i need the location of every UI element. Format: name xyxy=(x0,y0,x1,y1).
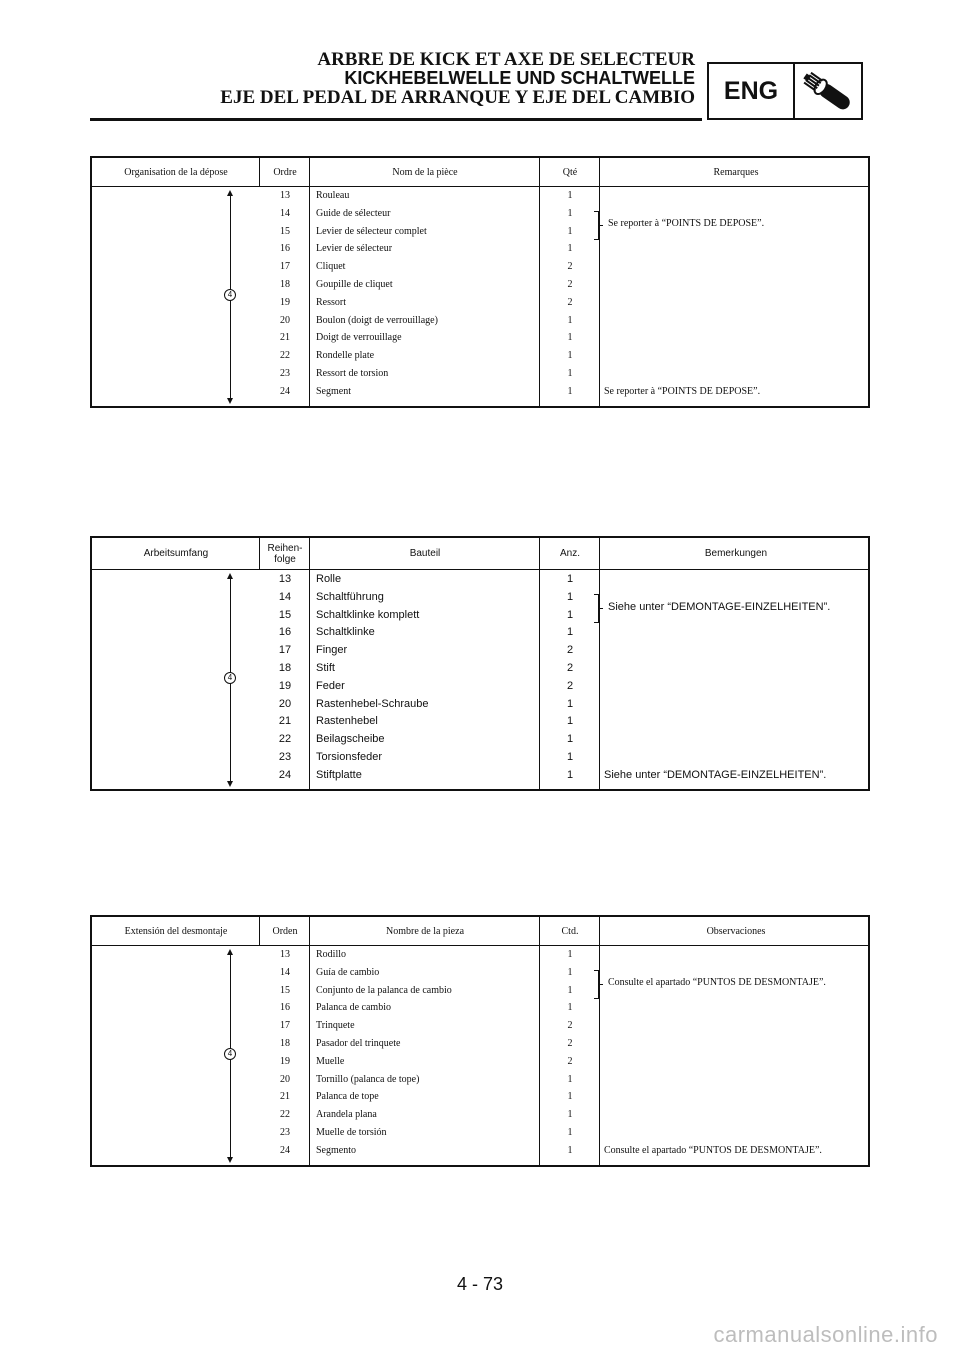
part-name: Schaltführung xyxy=(316,590,384,603)
remark-text: Siehe unter “DEMONTAGE-EINZELHEITEN”. xyxy=(604,768,827,781)
table-row xyxy=(92,260,868,278)
order-number: 15 xyxy=(278,608,292,621)
quantity: 2 xyxy=(567,1055,573,1067)
quantity: 2 xyxy=(567,1038,573,1049)
order-number: 18 xyxy=(278,662,292,674)
header-cell: Arbeitsumfang xyxy=(143,548,209,559)
part-name: Segmento xyxy=(316,1144,356,1156)
table-row xyxy=(92,1090,868,1108)
order-number: 20 xyxy=(280,1073,290,1085)
remark-bracket xyxy=(594,211,599,241)
table-row xyxy=(92,714,868,732)
quantity: 1 xyxy=(567,314,573,326)
table-row xyxy=(92,1073,868,1091)
quantity: 1 xyxy=(567,1109,573,1121)
quantity: 1 xyxy=(567,225,573,237)
quantity: 1 xyxy=(566,608,574,621)
remark-bracket xyxy=(594,970,599,1000)
table-row xyxy=(92,349,868,367)
quantity: 2 xyxy=(566,679,574,692)
table-row xyxy=(92,948,868,966)
table-row xyxy=(92,278,868,296)
quantity: 1 xyxy=(566,573,574,585)
table-row xyxy=(92,1001,868,1019)
part-name: Cliquet xyxy=(316,261,346,273)
header-cell: Qté xyxy=(562,166,578,178)
header-rule xyxy=(90,118,702,121)
header-cell: Ctd. xyxy=(561,925,579,937)
order-number: 23 xyxy=(280,1127,290,1138)
arrow-up-icon xyxy=(227,190,233,196)
column-divider xyxy=(259,158,260,186)
quantity: 1 xyxy=(566,590,574,603)
table-row xyxy=(92,750,868,768)
order-number: 18 xyxy=(280,279,290,290)
remark-text: Consulte el apartado “PUNTOS DE DESMONTAJE”. xyxy=(604,1144,822,1156)
quantity: 1 xyxy=(566,697,574,710)
group-marker: 4 xyxy=(224,672,236,684)
part-name: Rouleau xyxy=(316,190,350,201)
header-cell: Organisation de la dépose xyxy=(124,166,228,178)
quantity: 2 xyxy=(566,644,574,657)
table-row xyxy=(92,242,868,260)
part-name: Schaltklinke xyxy=(316,626,375,639)
order-number: 17 xyxy=(280,1020,290,1032)
part-name: Ressort de torsion xyxy=(316,368,389,379)
remark-text: Siehe unter “DEMONTAGE-EINZELHEITEN”. xyxy=(608,600,831,613)
watermark: carmanualsonline.info xyxy=(713,1322,938,1347)
quantity: 1 xyxy=(567,243,573,255)
table-row xyxy=(92,367,868,385)
part-name: Schaltklinke komplett xyxy=(316,608,420,621)
quantity: 1 xyxy=(567,207,573,219)
eng-badge xyxy=(707,62,863,120)
part-name: Rondelle plate xyxy=(316,350,375,362)
part-name: Feder xyxy=(316,679,345,692)
order-number: 16 xyxy=(280,243,290,255)
header-cell: Ordre xyxy=(273,166,297,178)
order-number: 21 xyxy=(280,332,290,344)
column-divider xyxy=(259,538,260,569)
order-number: 17 xyxy=(278,644,292,657)
table-header xyxy=(92,917,868,946)
header-cell: Observaciones xyxy=(706,925,766,937)
part-name: Rodillo xyxy=(316,949,347,960)
part-name: Finger xyxy=(316,644,348,657)
quantity: 2 xyxy=(567,296,573,308)
quantity: 1 xyxy=(567,984,573,996)
quantity: 1 xyxy=(567,385,573,397)
order-number: 21 xyxy=(278,715,292,728)
table-row xyxy=(92,1055,868,1073)
order-number: 24 xyxy=(278,768,292,781)
quantity: 1 xyxy=(567,332,573,344)
arrow-up-icon xyxy=(227,573,233,579)
parts-table xyxy=(90,156,870,408)
order-number: 16 xyxy=(280,1002,290,1014)
part-name: Palanca de tope xyxy=(316,1091,379,1103)
title-french: ARBRE DE KICK ET AXE DE SELECTEUR xyxy=(317,49,695,70)
header-cell: Nom de la pièce xyxy=(392,166,458,178)
quantity: 1 xyxy=(567,1073,573,1085)
part-name: Goupille de cliquet xyxy=(316,279,393,290)
section-title-block xyxy=(220,50,695,107)
part-name: Tornillo (palanca de tope) xyxy=(316,1073,420,1085)
part-name: Trinquete xyxy=(316,1020,355,1032)
table-row xyxy=(92,296,868,314)
part-name: Guía de cambio xyxy=(316,966,380,978)
order-number: 14 xyxy=(280,207,290,219)
part-name: Doigt de verrouillage xyxy=(316,332,402,344)
part-name: Rastenhebel-Schraube xyxy=(316,697,429,710)
order-number: 14 xyxy=(278,590,292,603)
order-number: 19 xyxy=(280,296,290,308)
table-row xyxy=(92,1019,868,1037)
order-number: 20 xyxy=(280,314,290,326)
order-number: 17 xyxy=(280,261,290,273)
part-name: Stiftplatte xyxy=(316,768,362,781)
part-name: Rolle xyxy=(316,573,342,585)
table-row xyxy=(92,643,868,661)
parts-table xyxy=(90,536,870,791)
order-number: 19 xyxy=(278,679,292,692)
remark-text: Se reporter à “POINTS DE DEPOSE”. xyxy=(604,385,761,397)
part-name: Arandela plana xyxy=(316,1109,377,1121)
quantity: 1 xyxy=(567,949,573,960)
quantity: 1 xyxy=(566,733,574,746)
remark-bracket-tick xyxy=(598,225,603,226)
part-name: Muelle de torsión xyxy=(316,1127,387,1138)
quantity: 1 xyxy=(566,626,574,639)
table-row xyxy=(92,1037,868,1055)
part-name: Palanca de cambio xyxy=(316,1002,391,1014)
order-number: 18 xyxy=(280,1038,290,1049)
quantity: 1 xyxy=(567,1091,573,1103)
quantity: 1 xyxy=(567,350,573,362)
part-name: Levier de sélecteur xyxy=(316,243,393,255)
quantity: 1 xyxy=(566,768,574,781)
part-name: Boulon (doigt de verrouillage) xyxy=(316,314,438,326)
remark-bracket-tick xyxy=(598,608,603,609)
table-row xyxy=(92,697,868,715)
quantity: 1 xyxy=(567,1127,573,1138)
column-divider xyxy=(259,917,260,945)
quantity: 1 xyxy=(567,190,573,201)
table-row xyxy=(92,732,868,750)
table-row xyxy=(92,189,868,207)
order-number: 16 xyxy=(278,626,292,639)
arrow-down-icon xyxy=(227,398,233,404)
title-spanish: EJE DEL PEDAL DE ARRANQUE Y EJE DEL CAMBIO xyxy=(220,87,695,108)
part-name: Guide de sélecteur xyxy=(316,207,391,219)
header-cell: Extensión del desmontaje xyxy=(124,925,228,937)
remark-bracket xyxy=(594,594,599,624)
part-name: Muelle xyxy=(316,1055,345,1067)
part-name: Ressort xyxy=(316,296,346,308)
order-number: 15 xyxy=(280,225,290,237)
part-name: Beilagscheibe xyxy=(316,733,385,746)
arrow-down-icon xyxy=(227,781,233,787)
order-number: 15 xyxy=(280,984,290,996)
table-row xyxy=(92,1108,868,1126)
order-number: 23 xyxy=(280,368,290,379)
table-row xyxy=(92,661,868,679)
table-row xyxy=(92,679,868,697)
header-cell: Reihen- folge xyxy=(267,542,303,565)
quantity: 2 xyxy=(566,662,574,674)
table-row xyxy=(92,314,868,332)
quantity: 1 xyxy=(567,1144,573,1156)
table-header xyxy=(92,158,868,187)
title-german: KICKHEBELWELLE UND SCHALTWELLE xyxy=(344,68,695,88)
order-number: 19 xyxy=(280,1055,290,1067)
remark-text: Consulte el apartado “PUNTOS DE DESMONTAJE”. xyxy=(608,976,826,988)
quantity: 1 xyxy=(566,751,574,763)
quantity: 1 xyxy=(567,966,573,978)
part-name: Rastenhebel xyxy=(316,715,378,728)
arrow-up-icon xyxy=(227,949,233,955)
order-number: 22 xyxy=(280,350,290,362)
quantity: 2 xyxy=(567,279,573,290)
order-number: 14 xyxy=(280,966,290,978)
order-number: 22 xyxy=(280,1109,290,1121)
quantity: 1 xyxy=(567,368,573,379)
table-row xyxy=(92,331,868,349)
table-row xyxy=(92,1126,868,1144)
engine-icon xyxy=(797,67,859,117)
header-cell: Nombre de la pieza xyxy=(385,925,465,937)
order-number: 21 xyxy=(280,1091,290,1103)
group-marker: 4 xyxy=(224,289,236,301)
order-number: 20 xyxy=(278,697,292,710)
parts-table xyxy=(90,915,870,1167)
remark-text: Se reporter à “POINTS DE DEPOSE”. xyxy=(608,217,765,229)
header-cell: Bemerkungen xyxy=(704,548,768,559)
order-number: 13 xyxy=(278,573,292,585)
quantity: 1 xyxy=(567,1002,573,1014)
part-name: Segment xyxy=(316,385,351,397)
order-number: 13 xyxy=(280,949,290,960)
quantity: 1 xyxy=(566,715,574,728)
arrow-down-icon xyxy=(227,1157,233,1163)
page-number: 4 - 73 xyxy=(456,1274,504,1294)
part-name: Levier de sélecteur complet xyxy=(316,225,427,237)
remark-bracket-tick xyxy=(598,984,603,985)
part-name: Torsionsfeder xyxy=(316,751,383,763)
table-row xyxy=(92,572,868,590)
quantity: 2 xyxy=(567,1020,573,1032)
table-row xyxy=(92,625,868,643)
header-cell: Anz. xyxy=(559,548,580,559)
header-cell: Orden xyxy=(272,925,298,937)
part-name: Conjunto de la palanca de cambio xyxy=(316,984,452,996)
part-name: Stift xyxy=(316,662,335,674)
header-cell: Bauteil xyxy=(409,548,441,559)
group-marker: 4 xyxy=(224,1048,236,1060)
eng-label: ENG xyxy=(709,64,795,118)
order-number: 22 xyxy=(278,733,292,746)
quantity: 2 xyxy=(567,261,573,273)
header-cell: Remarques xyxy=(713,166,759,178)
order-number: 24 xyxy=(280,1144,290,1156)
order-number: 24 xyxy=(280,385,290,397)
part-name: Pasador del trinquete xyxy=(316,1038,401,1049)
order-number: 23 xyxy=(278,751,292,763)
table-header xyxy=(92,538,868,570)
order-number: 13 xyxy=(280,190,290,201)
